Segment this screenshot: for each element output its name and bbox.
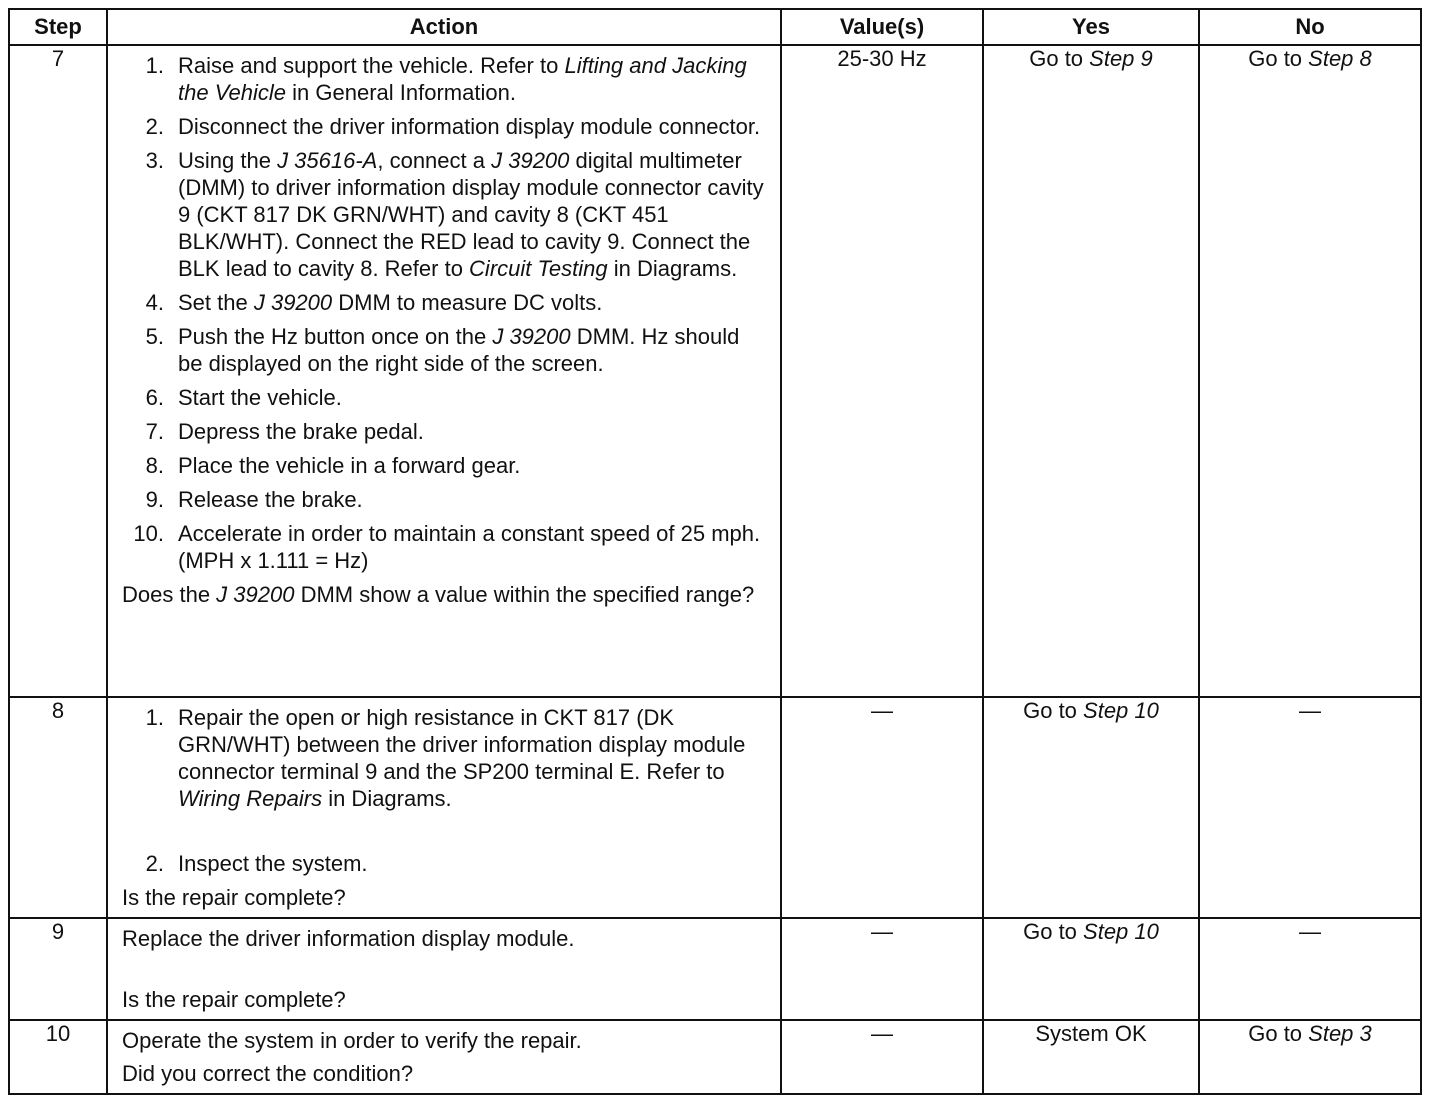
action-cell: [107, 697, 781, 918]
action-item: 8. Place the vehicle in a forward gear.: [145, 453, 521, 478]
table-row-step-7: [9, 45, 1421, 697]
tool-reference: J 39200: [492, 324, 571, 349]
action-cell: [107, 45, 781, 697]
step-number: 8: [9, 697, 107, 918]
step-link[interactable]: Step 9: [1089, 46, 1153, 71]
header-action: Action: [107, 9, 781, 45]
action-item: 10. Accelerate in order to maintain a constant speed of 25 mph. (MPH x 1.111 = Hz): [133, 521, 761, 573]
action-item: 5. Push the Hz button once on the J 39200 DMM. Hz should be displayed on the right side of the screen.: [145, 324, 740, 376]
step-link[interactable]: Step 10: [1083, 698, 1159, 723]
action-list: [122, 704, 766, 877]
tool-reference: J 39200: [491, 148, 570, 173]
action-text: Replace the driver information display module.: [122, 926, 575, 951]
action-text: Operate the system in order to verify the repair.: [122, 1028, 582, 1053]
value-cell: —: [781, 697, 983, 918]
action-item: 2. Disconnect the driver information display module connector.: [145, 114, 761, 139]
action-cell: [107, 918, 781, 1020]
table-row-step-9: [9, 918, 1421, 1020]
step-number: 10: [9, 1020, 107, 1094]
header-step: Step: [9, 9, 107, 45]
value-cell: —: [781, 918, 983, 1020]
step-link[interactable]: Step 8: [1308, 46, 1372, 71]
value-cell: 25-30 Hz: [781, 45, 983, 697]
yes-cell: Go to Step 10: [983, 918, 1199, 1020]
step-question: Does the J 39200 DMM show a value within the specified range?: [122, 582, 755, 607]
header-row: [9, 9, 1421, 45]
table-row-step-8: [9, 697, 1421, 918]
yes-cell: System OK: [983, 1020, 1199, 1094]
tool-reference: J 35616-A: [277, 148, 378, 173]
step-link[interactable]: Step 3: [1308, 1021, 1372, 1046]
action-item: 1. Repair the open or high resistance in CKT 817 (DK GRN/WHT) between the driver information display module connector terminal 9 and the SP200 terminal E. Refer to Wiring Repairs in Diagrams.: [145, 705, 746, 811]
no-cell: Go to Step 8: [1199, 45, 1421, 697]
doc-reference: Wiring Repairs: [178, 786, 323, 811]
no-cell: —: [1199, 697, 1421, 918]
tool-reference: J 39200: [253, 290, 333, 315]
diagnostic-steps-table: [8, 8, 1422, 1095]
doc-reference: Circuit Testing: [469, 256, 608, 281]
no-cell: —: [1199, 918, 1421, 1020]
yes-cell: Go to Step 9: [983, 45, 1199, 697]
header-no: No: [1199, 9, 1421, 45]
action-item: 6. Start the vehicle.: [145, 385, 342, 410]
header-values: Value(s): [781, 9, 983, 45]
step-link[interactable]: Step 10: [1083, 919, 1159, 944]
action-item: 4. Set the J 39200 DMM to measure DC volts.: [145, 290, 603, 315]
header-yes: Yes: [983, 9, 1199, 45]
action-cell: [107, 1020, 781, 1094]
action-item: 7. Depress the brake pedal.: [145, 419, 424, 444]
action-list: [122, 52, 766, 574]
no-cell: Go to Step 3: [1199, 1020, 1421, 1094]
step-question: Did you correct the condition?: [122, 1061, 414, 1086]
tool-reference: J 39200: [216, 582, 295, 607]
step-question: Is the repair complete?: [122, 987, 346, 1012]
action-item: 2. Inspect the system.: [145, 851, 368, 876]
step-number: 9: [9, 918, 107, 1020]
step-question: Is the repair complete?: [122, 885, 346, 910]
table-row-step-10: [9, 1020, 1421, 1094]
action-item: 1. Raise and support the vehicle. Refer to Lifting and Jacking the Vehicle in General Information.: [145, 53, 747, 105]
step-number: 7: [9, 45, 107, 697]
doc-reference: Lifting and Jacking the Vehicle: [178, 53, 747, 105]
yes-cell: Go to Step 10: [983, 697, 1199, 918]
value-cell: —: [781, 1020, 983, 1094]
action-item: 9. Release the brake.: [145, 487, 363, 512]
action-item: 3. Using the J 35616-A, connect a J 39200 digital multimeter (DMM) to driver information display module connector cavity 9 (CKT 817 DK GRN/WHT) and cavity 8 (CKT 451 BLK/WHT). Connect the RED lead to cavity 9. Connect the BLK lead to cavity 8. Refer to Circuit Testing in Diagrams.: [145, 148, 764, 281]
